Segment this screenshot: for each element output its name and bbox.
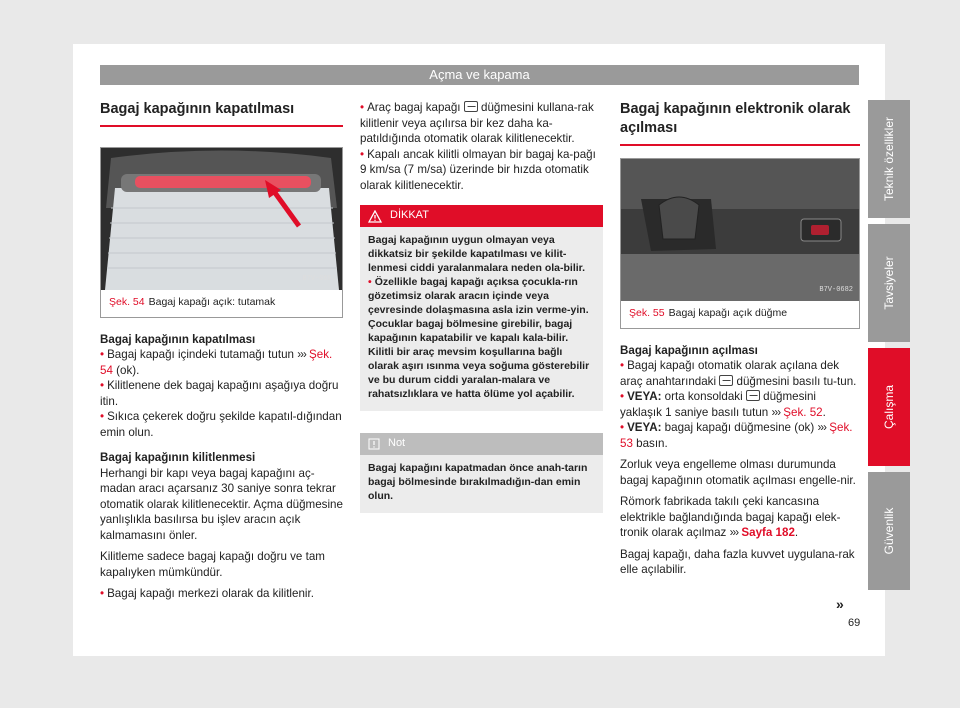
warning-paragraph: Bagaj kapağının uygun olmayan veya dikkatsiz bir şekilde kapatılması ve kilit-lenmesi ciddi yaralanmalara neden ola-bilir. [368,234,586,274]
note-icon [368,438,380,450]
warning-body [360,227,603,411]
figure-caption [621,301,859,328]
chapter-header: Açma ve kapama [100,65,859,85]
warning-box [360,205,603,411]
section-title-electronic-opening: Bagaj kapağının elektronik olarak açılması [620,100,860,146]
bullet-item: • VEYA: orta konsoldaki düğmesini yaklaşık 1 saniye basılı tutun ››› Şek. 52. [620,390,826,419]
paragraph: Bagaj kapağı, daha fazla kuvvet uygulana-rak elle açılabilir. [620,547,855,576]
section-title-closing: Bagaj kapağının kapatılması [100,100,343,127]
warning-bullet: • Özellikle bagaj kapağı açıksa çocukla-rın gözetimsiz olarak aracın içinde veya çevresinde dolaşmasına asla izin verme-yin. Çocuklar bagaj bölmesine girebilir, bagaj kapağının kapatabilir ve kapalı kala-bilir. Kilitli bir araç mevsim koşullarına bağlı olarak aşırı ısınma veya soğuma gösterebilir ve bu durum ciddi yaralan-malara ve rahatsızlıklara ve hatta ölüme yol açabilir. [368,276,590,400]
note-box [360,433,603,513]
warning-header [360,205,603,227]
bullet-item: • Kilitlenene dek bagaj kapağını aşağıya doğru itin. [100,379,339,408]
subheading-locking: Bagaj kapağının kilitlenmesi [100,451,256,464]
middle-column [360,100,603,513]
continue-marker: » [836,596,844,612]
figure-55 [620,158,860,329]
note-body [360,455,603,513]
figure-link[interactable]: Şek. 52 [783,405,823,419]
warning-triangle-icon [368,210,382,223]
tab-safety[interactable]: Güvenlik [868,472,910,590]
figure-54 [100,147,343,318]
figure-caption [101,290,342,317]
figure-code: B7V-0681 [302,274,336,283]
right-column [620,100,860,578]
note-title: Not [388,437,406,450]
note-paragraph: Bagaj kapağını kapatmadan önce anah-tarın bagaj bölmesinde bırakılmadığın-dan emin olun. [368,462,588,502]
tab-tips[interactable]: Tavsiyeler [868,224,910,342]
trunk-button-illustration [621,159,859,301]
page-number: 69 [848,617,861,629]
paragraph: Römork fabrikada takılı çeki kancasına elektrikle bağlandığında bagaj kapağı elek-tronik olarak açılmaz ››› Sayfa 182. [620,495,841,539]
trunk-lid-handle-image [101,148,342,290]
trunk-photo-illustration [101,148,342,290]
bullet-item: • VEYA: bagaj kapağı düğmesine (ok) ››› Şek. 53 basın. [620,421,853,450]
trunk-key-icon [464,101,478,112]
paragraph: Kilitleme sadece bagaj kapağı doğru ve tam kapalıyken mümkündür. [100,550,325,579]
trunk-key-icon [719,375,733,386]
bullet-item: • Araç bagaj kapağı düğmesini kullana-rak kilitlenir veya açılırsa bir kez daha ka-patıldığında otomatik olarak kilitlenecektir. [360,101,594,145]
tab-operation[interactable]: Çalışma [868,348,910,466]
figure-caption-text: Bagaj kapağı açık: tutamak [148,296,276,308]
note-header [360,433,603,455]
subheading-opening: Bagaj kapağının açılması [620,343,758,357]
page-link[interactable]: Sayfa 182 [741,526,795,539]
subheading-closing: Bagaj kapağının kapatılması [100,332,256,346]
left-column [100,100,343,602]
figure-link[interactable]: Şek. 54 [100,348,333,377]
bullet-item: • Sıkıca çekerek doğru şekilde kapatıl-dığından emin olun. [100,410,342,439]
paragraph: Herhangi bir kapı veya bagaj kapağını aç-madan aracı açarsanız 30 saniye sonra tekrar otomatik olarak kilitlenecektir. Açma düğmesine yanlışlıkla basılırsa bu işlev aracın açık kalmamasını önler. [100,466,343,542]
bullet-item: • Bagaj kapağı içindeki tutamağı tutun ››› Şek. 54 (ok). [100,348,333,377]
bullet-item: • Bagaj kapağı otomatik olarak açılana dek araç anahtarındaki düğmesini basılı tu-tun. [620,359,857,388]
figure-code: B7V-0682 [819,285,853,294]
trunk-button-image [621,159,859,301]
figure-label: Şek. 54 [109,296,145,308]
tab-technical[interactable]: Teknik özellikler [868,100,910,218]
figure-caption-text: Bagaj kapağı açık düğme [668,307,788,319]
bullet-item: • Kapalı ancak kilitli olmayan bir bagaj ka-pağı 9 km/sa (7 m/sa) üzerinde bir hızda otomatik olarak kilitlenecektir. [360,147,596,192]
bullet-item: • Bagaj kapağı merkezi olarak da kilitlenir. [100,587,314,600]
figure-label: Şek. 55 [629,307,665,319]
paragraph: Zorluk veya engelleme olması durumunda bagaj kapağının otomatik açılması engelle-nir. [620,458,856,487]
trunk-button-icon [746,390,760,401]
warning-title: DİKKAT [390,209,429,222]
figure-link[interactable]: Şek. 53 [620,421,853,450]
